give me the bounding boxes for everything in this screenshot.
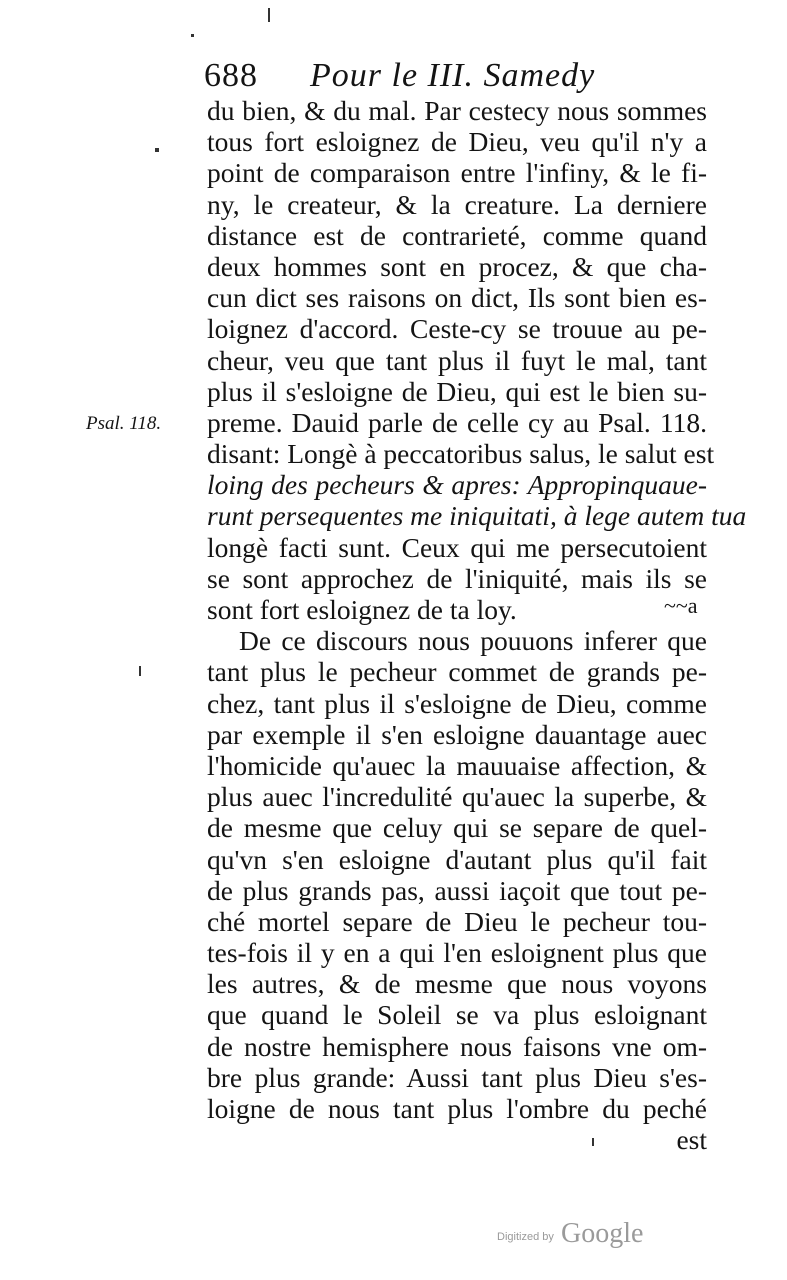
text-line: de nostre hemisphere nous faisons vne om- [207,1030,707,1062]
text-line: du bien, & du mal. Par cestecy nous sommes [207,95,707,126]
text-line: ché mortel separe de Dieu le pecheur tou- [207,905,707,937]
digitized-label: Digitized by [497,1231,554,1243]
text-line: disant: Longè à peccatoribus salus, le salut est [207,438,715,470]
text-line: distance est de contrarieté, comme quand [207,219,707,251]
ink-speck [268,8,270,22]
text-line: loignez d'accord. Ceste-cy se trouue au pe- [207,313,707,345]
text-line: point de comparaison entre l'infiny, & le fi- [207,157,707,189]
ink-speck [592,1138,594,1146]
text-line: l'homicide qu'auec la mauuaise affection, & [207,749,707,781]
running-title: Pour le III. Samedy [310,57,596,94]
text-line: longè facti sunt. Ceux qui me persecutoient [207,531,707,563]
text-line: De ce discours nous pouuons inferer que [239,625,707,657]
digitized-watermark [497,1218,667,1252]
catchword: est [676,1124,707,1156]
text-line: par exemple il s'en esloigne dauantage auec [207,718,707,750]
ink-speck [191,34,194,37]
text-line: que quand le Soleil se va plus esloignant [207,999,707,1031]
text-line: sont fort esloignez de ta loy. [207,594,517,625]
text-line: de plus grands pas, aussi iaçoit que tout pe- [207,874,707,906]
text-line: cheur, veu que tant plus il fuyt le mal, tant [207,344,707,376]
text-line: chez, tant plus il s'esloigne de Dieu, comme [207,687,707,719]
running-header [200,54,710,98]
text-line: les autres, & de mesme que nous voyons [207,968,707,1000]
text-line: loing des pecheurs & apres: Appropinquaue- [207,469,707,501]
text-line: tous fort esloignez de Dieu, veu qu'il n'y a [207,126,707,158]
text-line: loigne de nous tant plus l'ombre du peché [207,1093,707,1124]
ink-speck [155,148,159,152]
text-line: se sont approchez de l'iniquité, mais ils se [207,562,707,594]
ink-mark: ~~a [664,593,698,618]
text-line: runt persequentes me iniquitati, à lege autem tua [207,500,747,532]
text-line: de mesme que celuy qui se separe de quel- [207,812,707,844]
ink-speck [139,666,141,676]
margin-note: Psal. 118. [86,413,162,434]
text-line: plus auec l'incredulité qu'auec la superbe, & [207,781,707,813]
google-logo: Google [561,1218,644,1249]
text-line: bre plus grande: Aussi tant plus Dieu s'es- [207,1061,707,1093]
text-line: cun dict ses raisons on dict, Ils sont bien es- [207,282,707,314]
body-text [207,95,747,1156]
text-line: ny, le createur, & la creature. La derniere [207,188,707,220]
text-line: tes-fois il y en a qui l'en esloignent plus que [207,937,707,969]
text-line: deux hommes sont en procez, & que cha- [207,250,707,282]
page-number: 688 [204,57,258,94]
text-line: qu'vn s'en esloigne d'autant plus qu'il fait [207,843,707,875]
text-line: plus il s'esloigne de Dieu, qui est le bien su- [207,375,707,407]
text-line: preme. Dauid parle de celle cy au Psal. 118. [207,406,707,438]
text-line: tant plus le pecheur commet de grands pe- [207,656,707,688]
